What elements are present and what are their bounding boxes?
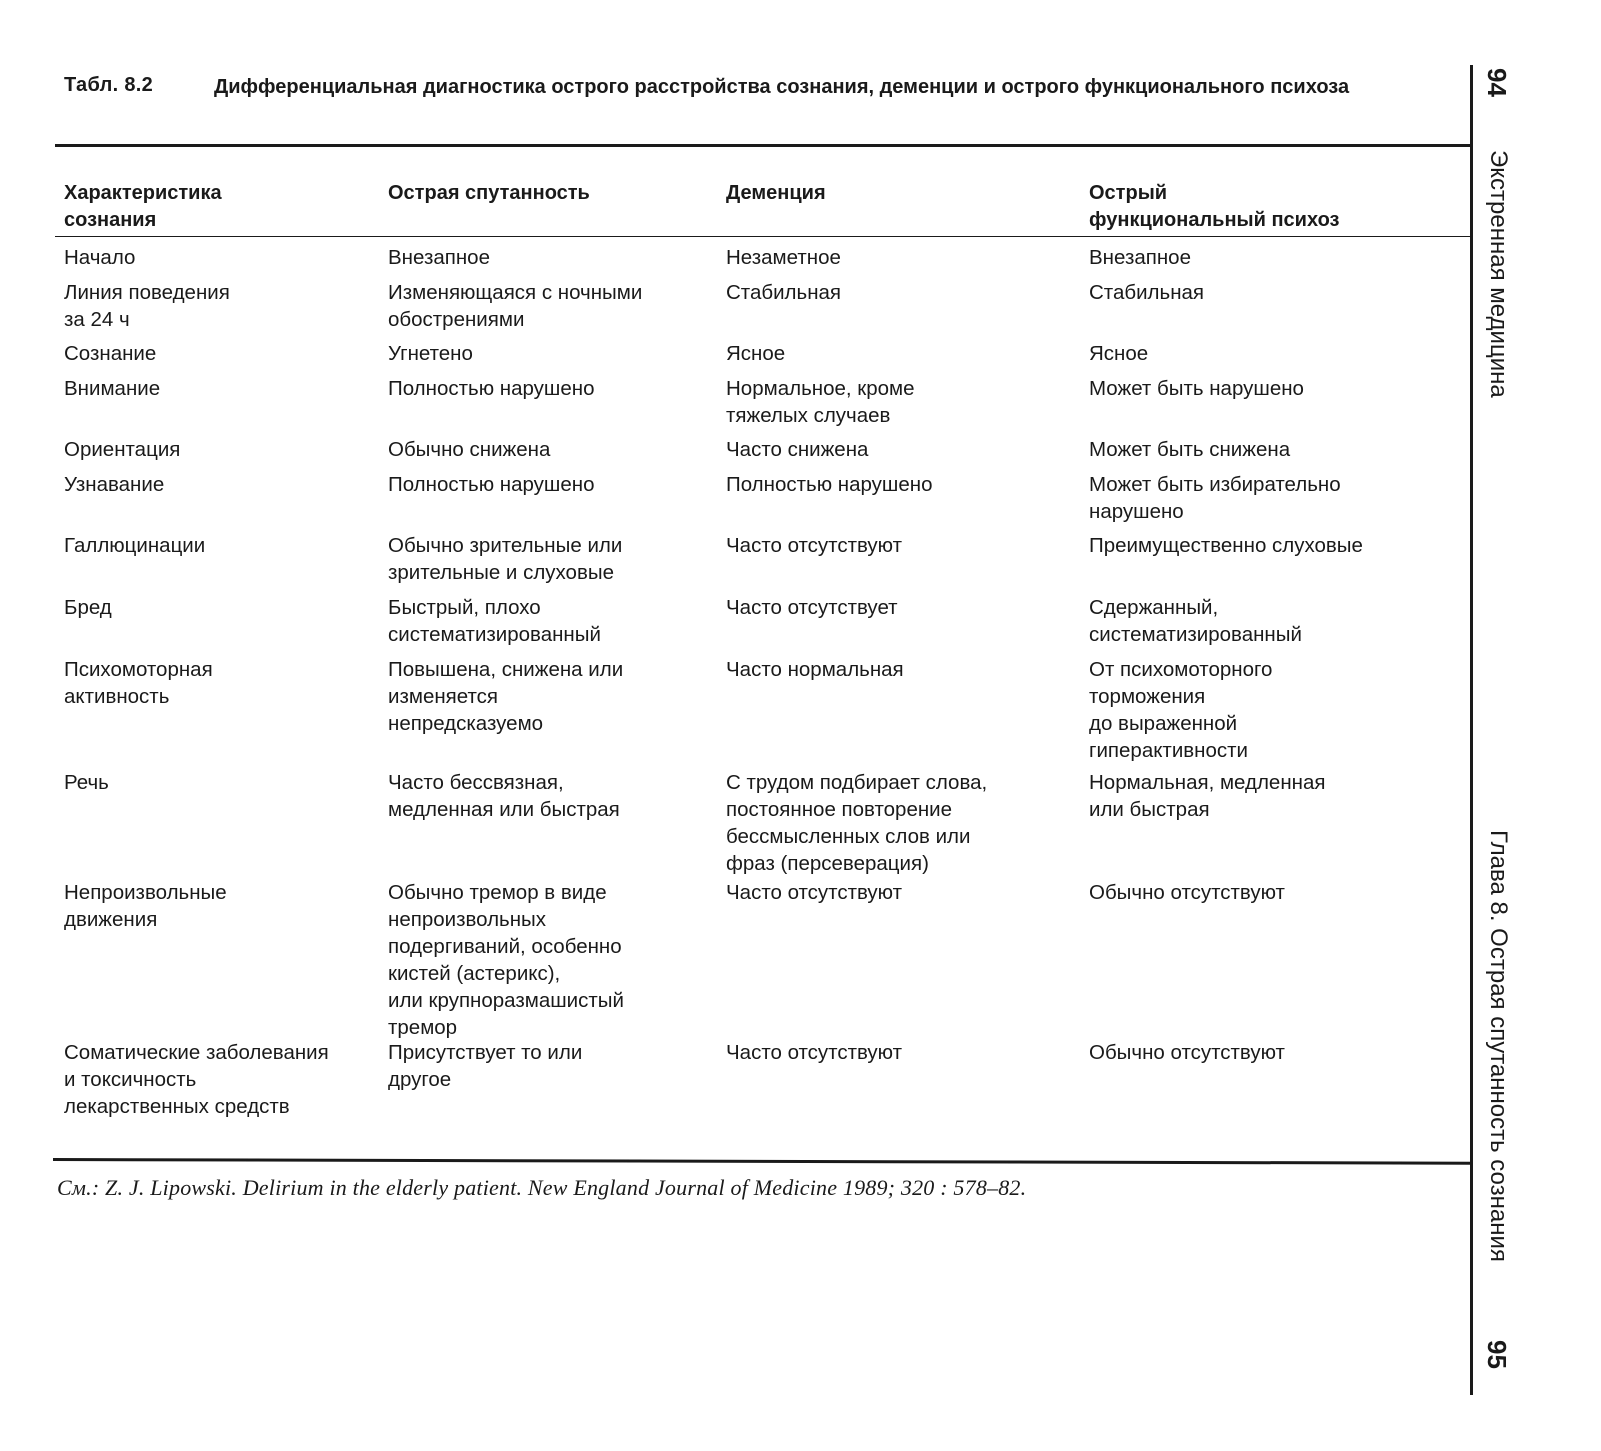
page-number-top: 94 bbox=[1482, 68, 1512, 97]
cell-acute-confusion: Изменяющаяся с ночными обострениями bbox=[388, 281, 643, 331]
cell-dementia: Часто снижена bbox=[726, 438, 869, 461]
table-header bbox=[64, 180, 1464, 234]
table-bottom-rule bbox=[53, 1158, 1471, 1165]
header-dementia: Деменция bbox=[726, 182, 826, 204]
cell-acute-confusion: Повышена, снижена или изменяется непредсказуемо bbox=[388, 658, 624, 735]
cell-acute-confusion: Часто бессвязная, медленная или быстрая bbox=[388, 771, 620, 821]
row-label: Сознание bbox=[64, 342, 157, 365]
row-label: Речь bbox=[64, 771, 109, 794]
table-number: Табл. 8.2 bbox=[64, 74, 154, 96]
table-top-rule bbox=[55, 144, 1470, 147]
row-label: Психомоторная активность bbox=[64, 658, 213, 708]
cell-acute-confusion: Полностью нарушено bbox=[388, 473, 595, 496]
header-acute-psychosis: Острый функциональный психоз bbox=[1089, 182, 1340, 231]
cell-acute-psychosis: От психомоторного торможения до выраженной гиперактивности bbox=[1089, 658, 1273, 762]
cell-acute-psychosis: Может быть нарушено bbox=[1089, 377, 1304, 400]
cell-dementia: Нормальное, кроме тяжелых случаев bbox=[726, 377, 915, 427]
cell-acute-psychosis: Нормальная, медленная или быстрая bbox=[1089, 771, 1326, 821]
cell-acute-confusion: Обычно тремор в виде непроизвольных подергиваний, особенно кистей (астерикс), или крупноразмашистый тремор bbox=[388, 881, 624, 1039]
header-acute-confusion: Острая спутанность bbox=[388, 182, 590, 204]
row-label: Ориентация bbox=[64, 438, 181, 461]
row-label: Соматические заболевания и токсичность лекарственных средств bbox=[64, 1041, 329, 1118]
cell-acute-confusion: Внезапное bbox=[388, 246, 490, 269]
cell-dementia: Часто нормальная bbox=[726, 658, 904, 681]
cell-acute-confusion: Угнетено bbox=[388, 342, 473, 365]
table-title: Дифференциальная диагностика острого расстройства сознания, деменции и острого функционального психоза bbox=[214, 76, 1350, 98]
cell-dementia: Ясное bbox=[726, 342, 786, 365]
row-label: Непроизвольные движения bbox=[64, 881, 227, 931]
row-label: Начало bbox=[64, 246, 136, 269]
row-label: Линия поведения за 24 ч bbox=[64, 281, 230, 331]
source-note: См.: Z. J. Lipowski. Delirium in the elderly patient. New England Journal of Medicine 1989; 320 : 578–82. bbox=[57, 1175, 1027, 1200]
margin-rule bbox=[1470, 65, 1473, 1395]
cell-acute-psychosis: Ясное bbox=[1089, 342, 1149, 365]
row-label: Узнавание bbox=[64, 473, 165, 496]
cell-acute-confusion: Быстрый, плохо систематизированный bbox=[388, 596, 601, 646]
cell-acute-psychosis: Стабильная bbox=[1089, 281, 1205, 304]
row-label: Внимание bbox=[64, 377, 161, 400]
cell-dementia: Часто отсутствуют bbox=[726, 881, 902, 904]
cell-acute-confusion: Обычно снижена bbox=[388, 438, 551, 461]
cell-acute-confusion: Присутствует то или другое bbox=[388, 1041, 583, 1091]
running-header-top: Экстренная медицина bbox=[1485, 150, 1512, 398]
cell-dementia: С трудом подбирает слова, постоянное повторение бессмысленных слов или фраз (персеверация) bbox=[726, 771, 988, 875]
running-header-bottom: Глава 8. Острая спутанность сознания bbox=[1485, 830, 1512, 1262]
cell-dementia: Часто отсутствуют bbox=[726, 534, 902, 557]
cell-acute-psychosis: Может быть снижена bbox=[1089, 438, 1291, 461]
cell-dementia: Часто отсутствуют bbox=[726, 1041, 902, 1064]
cell-acute-psychosis: Сдержанный, систематизированный bbox=[1089, 596, 1302, 646]
row-label: Бред bbox=[64, 596, 112, 619]
cell-dementia: Стабильная bbox=[726, 281, 842, 304]
header-characteristic: Характеристика сознания bbox=[64, 182, 222, 231]
cell-acute-psychosis: Преимущественно слуховые bbox=[1089, 534, 1363, 557]
cell-dementia: Незаметное bbox=[726, 246, 841, 269]
page-number-bottom: 95 bbox=[1482, 1340, 1512, 1369]
cell-acute-psychosis: Может быть избирательно нарушено bbox=[1089, 473, 1341, 523]
cell-acute-psychosis: Обычно отсутствуют bbox=[1089, 1041, 1285, 1064]
cell-acute-psychosis: Внезапное bbox=[1089, 246, 1191, 269]
cell-dementia: Полностью нарушено bbox=[726, 473, 933, 496]
cell-acute-confusion: Полностью нарушено bbox=[388, 377, 595, 400]
cell-acute-psychosis: Обычно отсутствуют bbox=[1089, 881, 1285, 904]
cell-dementia: Часто отсутствует bbox=[726, 596, 898, 619]
table-header-rule bbox=[55, 236, 1470, 237]
cell-acute-confusion: Обычно зрительные или зрительные и слуховые bbox=[388, 534, 623, 584]
row-label: Галлюцинации bbox=[64, 534, 206, 557]
